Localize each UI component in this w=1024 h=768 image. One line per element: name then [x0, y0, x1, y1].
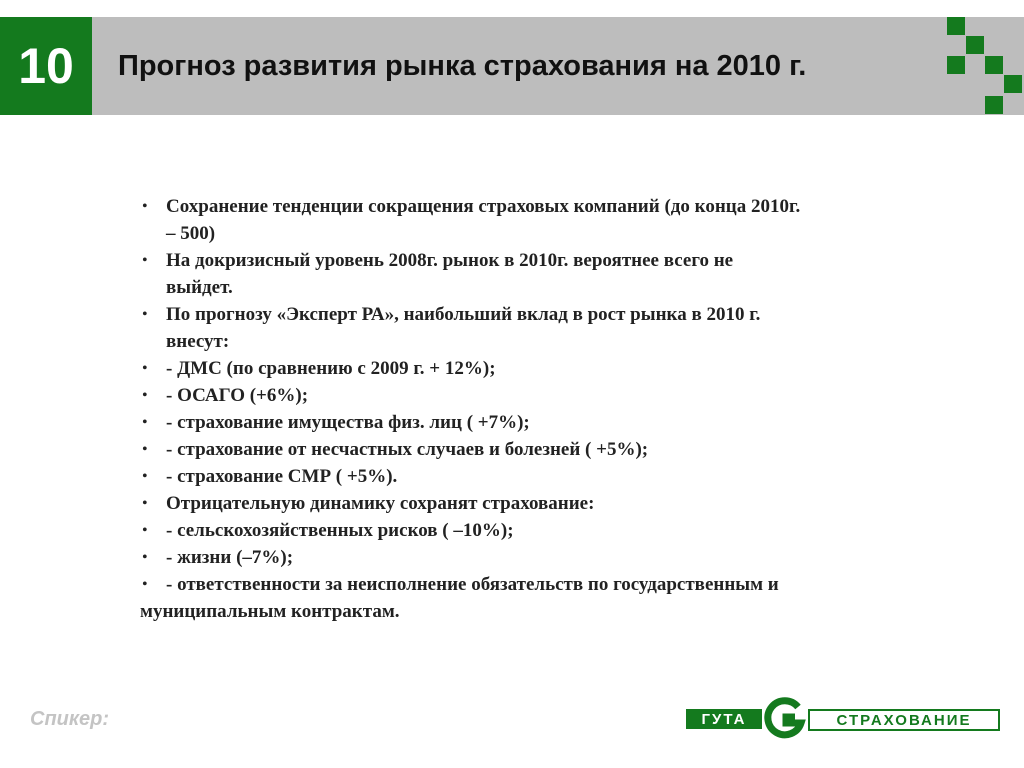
list-item — [140, 544, 930, 571]
bullet-text: На докризисный уровень 2008г. рынок в 2010г. вероятнее всего не — [166, 250, 734, 271]
bullet-icon: • — [142, 387, 148, 404]
bullet-text: По прогнозу «Эксперт РА», наибольший вклад в рост рынка в 2010 г. — [166, 304, 761, 325]
bullet-icon: • — [142, 576, 148, 593]
list-item — [140, 301, 930, 355]
bullet-text-continued: выйдет. — [166, 277, 233, 298]
list-item — [140, 382, 930, 409]
bullet-text: - сельскохозяйственных рисков ( –10%); — [166, 520, 514, 541]
bullet-text-continued: внесут: — [166, 331, 230, 352]
list-item — [140, 355, 930, 382]
bullet-icon: • — [142, 306, 148, 323]
bullet-icon: • — [142, 549, 148, 566]
bullet-text: - ОСАГО (+6%); — [166, 385, 309, 406]
list-item — [140, 463, 930, 490]
guta-g-emblem-icon — [762, 697, 806, 741]
list-item — [140, 517, 930, 544]
list-item — [140, 247, 930, 301]
bullet-icon: • — [142, 360, 148, 377]
list-item — [140, 409, 930, 436]
bullet-text: - ответственности за неисполнение обязательств по государственным и — [166, 574, 779, 595]
bullet-text: Отрицательную динамику сохранят страхование: — [166, 493, 595, 514]
bullet-icon: • — [142, 414, 148, 431]
list-item — [140, 571, 930, 625]
bullet-icon: • — [142, 468, 148, 485]
list-item — [140, 490, 930, 517]
bullet-icon: • — [142, 441, 148, 458]
bullet-text: - страхование СМР ( +5%). — [166, 466, 398, 487]
list-item — [140, 436, 930, 463]
bullet-text: - жизни (–7%); — [166, 547, 294, 568]
slide-number: 10 — [0, 17, 92, 115]
bullet-text-continued: – 500) — [166, 223, 216, 244]
bullet-text: - страхование от несчастных случаев и болезней ( +5%); — [166, 439, 649, 460]
bullet-icon: • — [142, 198, 148, 215]
decorative-squares-icon — [945, 17, 1024, 116]
slide-title: Прогноз развития рынка страхования на 2010 г. — [118, 50, 807, 82]
bullet-text: - ДМС (по сравнению с 2009 г. + 12%); — [166, 358, 496, 379]
bullet-icon: • — [142, 252, 148, 269]
bullet-icon: • — [142, 495, 148, 512]
bullet-text: - страхование имущества физ. лиц ( +7%); — [166, 412, 530, 433]
bullet-list — [140, 193, 930, 625]
speaker-logo: Спикер: — [30, 708, 110, 730]
bullet-text: Сохранение тенденции сокращения страховых компаний (до конца 2010г. — [166, 196, 801, 217]
guta-logo-right-text: СТРАХОВАНИЕ — [808, 709, 1000, 731]
guta-logo-left-text: ГУТА — [686, 709, 762, 729]
bullet-icon: • — [142, 522, 148, 539]
list-item — [140, 193, 930, 247]
guta-insurance-logo — [686, 697, 1000, 741]
bullet-text-continued: муниципальным контрактам. — [140, 601, 400, 622]
